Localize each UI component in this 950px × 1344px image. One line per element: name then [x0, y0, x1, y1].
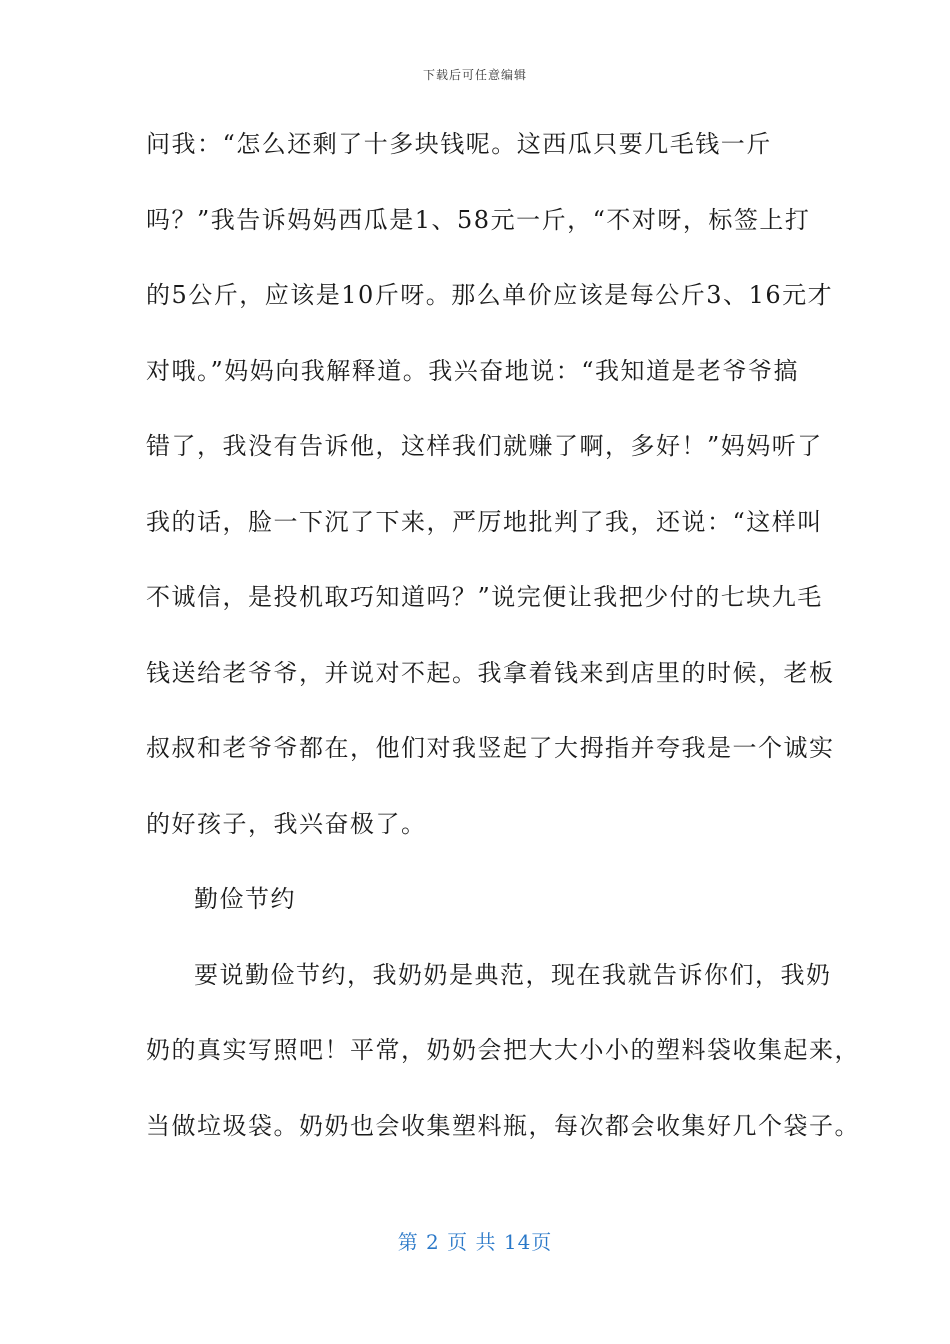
- paragraph-line: 叔叔和老爷爷都在，他们对我竖起了大拇指并夸我是一个诚实: [146, 734, 835, 762]
- paragraph-line: 钱送给老爷爷，并说对不起。我拿着钱来到店里的时候，老板: [146, 658, 835, 687]
- paragraph-line: 奶的真实写照吧！平常，奶奶会把大大小小的塑料袋收集起来，: [146, 1036, 860, 1064]
- paragraph-line: 当做垃圾袋。奶奶也会收集塑料瓶，每次都会收集好几个袋子。: [146, 1111, 860, 1140]
- paragraph-line: 我的话，脸一下沉了下来，严厉地批判了我，还说：“这样叫: [146, 507, 823, 536]
- paragraph-line: 要说勤俭节约，我奶奶是典范，现在我就告诉你们，我奶: [194, 960, 832, 989]
- paragraph-line: 错了，我没有告诉他，这样我们就赚了啊，多好！”妈妈听了: [146, 432, 823, 460]
- paragraph-line: 对哦。”妈妈向我解释道。我兴奋地说：“我知道是老爷爷搞: [146, 356, 800, 385]
- paragraph-line: 的5公斤，应该是10斤呀。那么单价应该是每公斤3、16元才: [146, 281, 834, 309]
- section-heading: 勤俭节约: [194, 885, 296, 913]
- paragraph-line: 不诚信，是投机取巧知道吗？”说完便让我把少付的七块九毛: [146, 583, 823, 611]
- page-number-footer: 第 2 页 共 14页: [397, 1230, 553, 1254]
- paragraph-line: 吗？”我告诉妈妈西瓜是1、58元一斤，“不对呀，标签上打: [146, 205, 811, 234]
- paragraph-line: 问我：“怎么还剩了十多块钱呢。这西瓜只要几毛钱一斤: [146, 130, 772, 158]
- paragraph-line: 的好孩子，我兴奋极了。: [146, 809, 427, 838]
- document-body: [146, 124, 860, 1181]
- page-header: 下载后可任意编辑: [422, 68, 527, 82]
